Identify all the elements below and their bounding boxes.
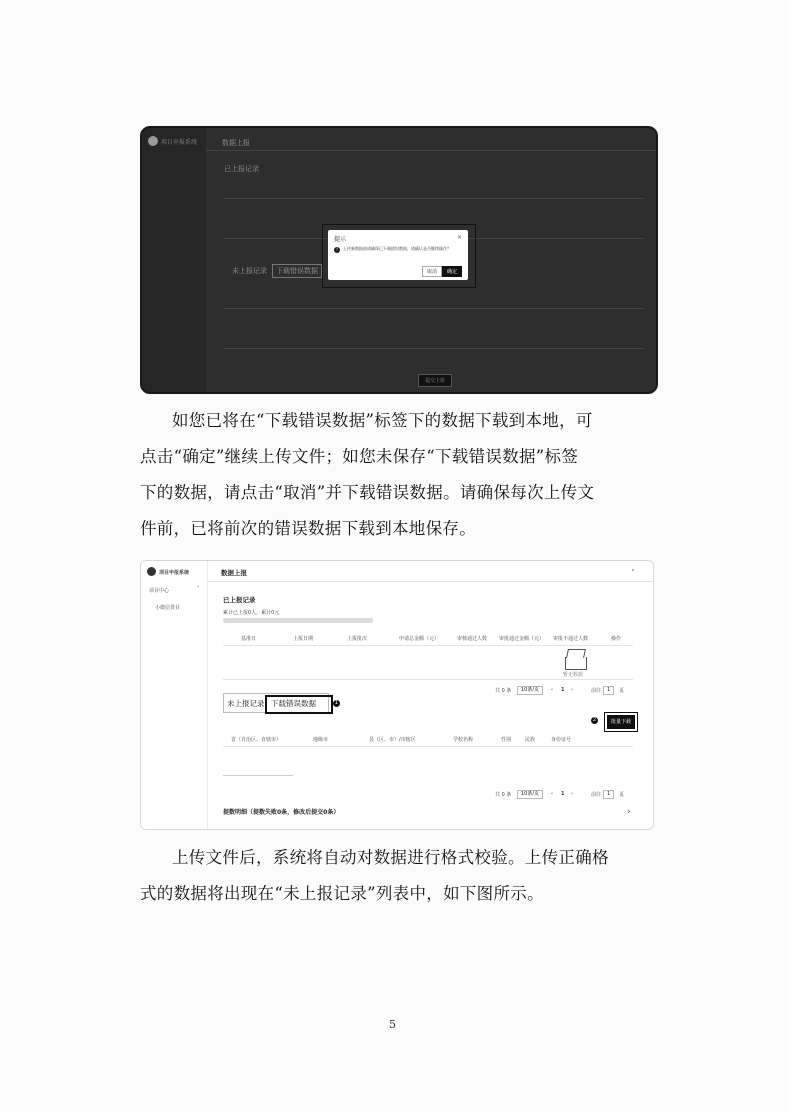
nav-item[interactable]: 小微信贷目 (155, 605, 181, 611)
download-button[interactable]: 批量下载 (607, 715, 635, 729)
table-divider (224, 348, 644, 349)
table-divider (224, 308, 644, 309)
empty-text: 暂无数据 (563, 672, 584, 678)
nav-home[interactable]: 项目中心 (149, 588, 170, 594)
logo-icon (148, 136, 158, 146)
paragraph2-line1: 上传文件后，系统将自动对数据进行格式校验。上传正确格 (172, 848, 609, 867)
pagination-total: 共 0 条 (495, 792, 512, 798)
sidebar (142, 128, 206, 392)
brand-name: 项目申报系统 (159, 570, 190, 576)
current-page[interactable]: 1 (561, 791, 565, 797)
prev-page-icon[interactable]: ‹ (551, 791, 553, 797)
chevron-right-icon[interactable]: › (627, 807, 631, 817)
empty-box-icon (565, 657, 587, 670)
submit-report-button[interactable]: 提交上报 (418, 374, 452, 387)
section-title: 已上报记录 (223, 596, 256, 604)
warning-icon: ! (334, 247, 340, 253)
paragraph2-line2: 式的数据将出现在“未上报记录”列表中，如下图所示。 (140, 884, 544, 903)
close-icon[interactable]: × (456, 234, 462, 241)
tab-error-data[interactable]: 下载错误数据 (271, 699, 316, 708)
page-size-select[interactable]: 10条/页 (517, 790, 543, 799)
col-header: 审批通过金额（元） (499, 636, 545, 642)
table-header-divider (223, 746, 633, 747)
paragraph1-line2: 点击“确定”继续上传文件；如您未保存“下载错误数据”标签 (140, 447, 579, 466)
col-header: 基准日 (241, 636, 257, 642)
col-header: 身份证号 (551, 737, 572, 743)
col-header: 操作 (611, 636, 622, 642)
footer-summary: 提数明细（提数失败0条，修改后提交0条） (223, 809, 340, 816)
col-header: 县（区、市）/市辖区 (369, 737, 416, 743)
chevron-down-icon[interactable]: ˅ (631, 569, 635, 577)
confirm-dialog (328, 230, 468, 280)
section-title: 已上报记录 (224, 165, 259, 173)
tab-unreported[interactable]: 未上报记录 (232, 267, 267, 275)
col-header: 审核通过人数 (457, 636, 488, 642)
tab-unreported[interactable]: 未上报记录 (227, 699, 265, 708)
table-divider (223, 775, 293, 776)
col-header: 上报批次 (347, 636, 368, 642)
col-header: 上报日期 (293, 636, 314, 642)
next-page-icon[interactable]: › (571, 791, 573, 797)
step-marker-1: 1 (334, 700, 339, 706)
paragraph1-line1: 如您已将在“下载错误数据”标签下的数据下载到本地，可 (172, 411, 593, 430)
table-divider (223, 679, 633, 680)
header-divider (206, 150, 656, 151)
col-header: 地级市 (313, 737, 329, 743)
col-header: 省（自治区、直辖市） (231, 737, 282, 743)
page-suffix: 页 (619, 792, 625, 798)
col-header: 申请总金额（元） (399, 636, 440, 642)
paragraph1-line3: 下的数据，请点击“取消”并下载错误数据。请确保每次上传文 (140, 483, 595, 502)
page-size-select[interactable]: 10条/页 (517, 686, 543, 695)
col-header: 学校名称 (453, 737, 474, 743)
table-header-divider (223, 645, 633, 646)
table-divider (224, 198, 644, 199)
step-marker-2: 2 (592, 717, 597, 723)
goto-label: 前往 (591, 688, 602, 694)
prev-page-icon[interactable]: ‹ (551, 687, 553, 693)
current-page[interactable]: 1 (561, 687, 565, 693)
ok-button[interactable]: 确定 (442, 266, 462, 277)
col-header: 民族 (525, 737, 536, 743)
chevron-down-icon[interactable]: ˅ (197, 586, 200, 592)
page-suffix: 页 (619, 688, 625, 694)
screenshot-dialog (140, 126, 658, 394)
col-header: 性别 (501, 737, 512, 743)
dialog-message: 上传新数据前请确保已下载错误数据，请确认是否继续操作？ (343, 246, 451, 251)
header-title: 数据上报 (221, 569, 247, 577)
cancel-button[interactable]: 取消 (422, 266, 442, 277)
goto-page-input[interactable]: 1 (603, 790, 614, 799)
header-divider (207, 581, 653, 582)
screenshot-data-report (140, 560, 654, 830)
goto-label: 前往 (591, 792, 602, 798)
goto-page-input[interactable]: 1 (603, 686, 614, 695)
logo-icon (147, 567, 156, 576)
col-header: 审批不通过人数 (553, 636, 589, 642)
next-page-icon[interactable]: › (571, 687, 573, 693)
header-title: 数据上报 (222, 139, 250, 147)
summary-text: 累计已上报0人，累计0元 (223, 610, 280, 616)
brand-name: 项目申报系统 (161, 139, 198, 146)
tab-error-data[interactable]: 下载错误数据 (272, 264, 322, 278)
paragraph1-line4: 件前，已将前次的错误数据下载到本地保存。 (140, 519, 476, 538)
blurred-text (223, 618, 373, 623)
dialog-title: 提示 (334, 236, 347, 243)
sidebar (141, 561, 208, 829)
pagination-total: 共 0 条 (495, 688, 512, 694)
page-number: 5 (389, 1018, 396, 1031)
